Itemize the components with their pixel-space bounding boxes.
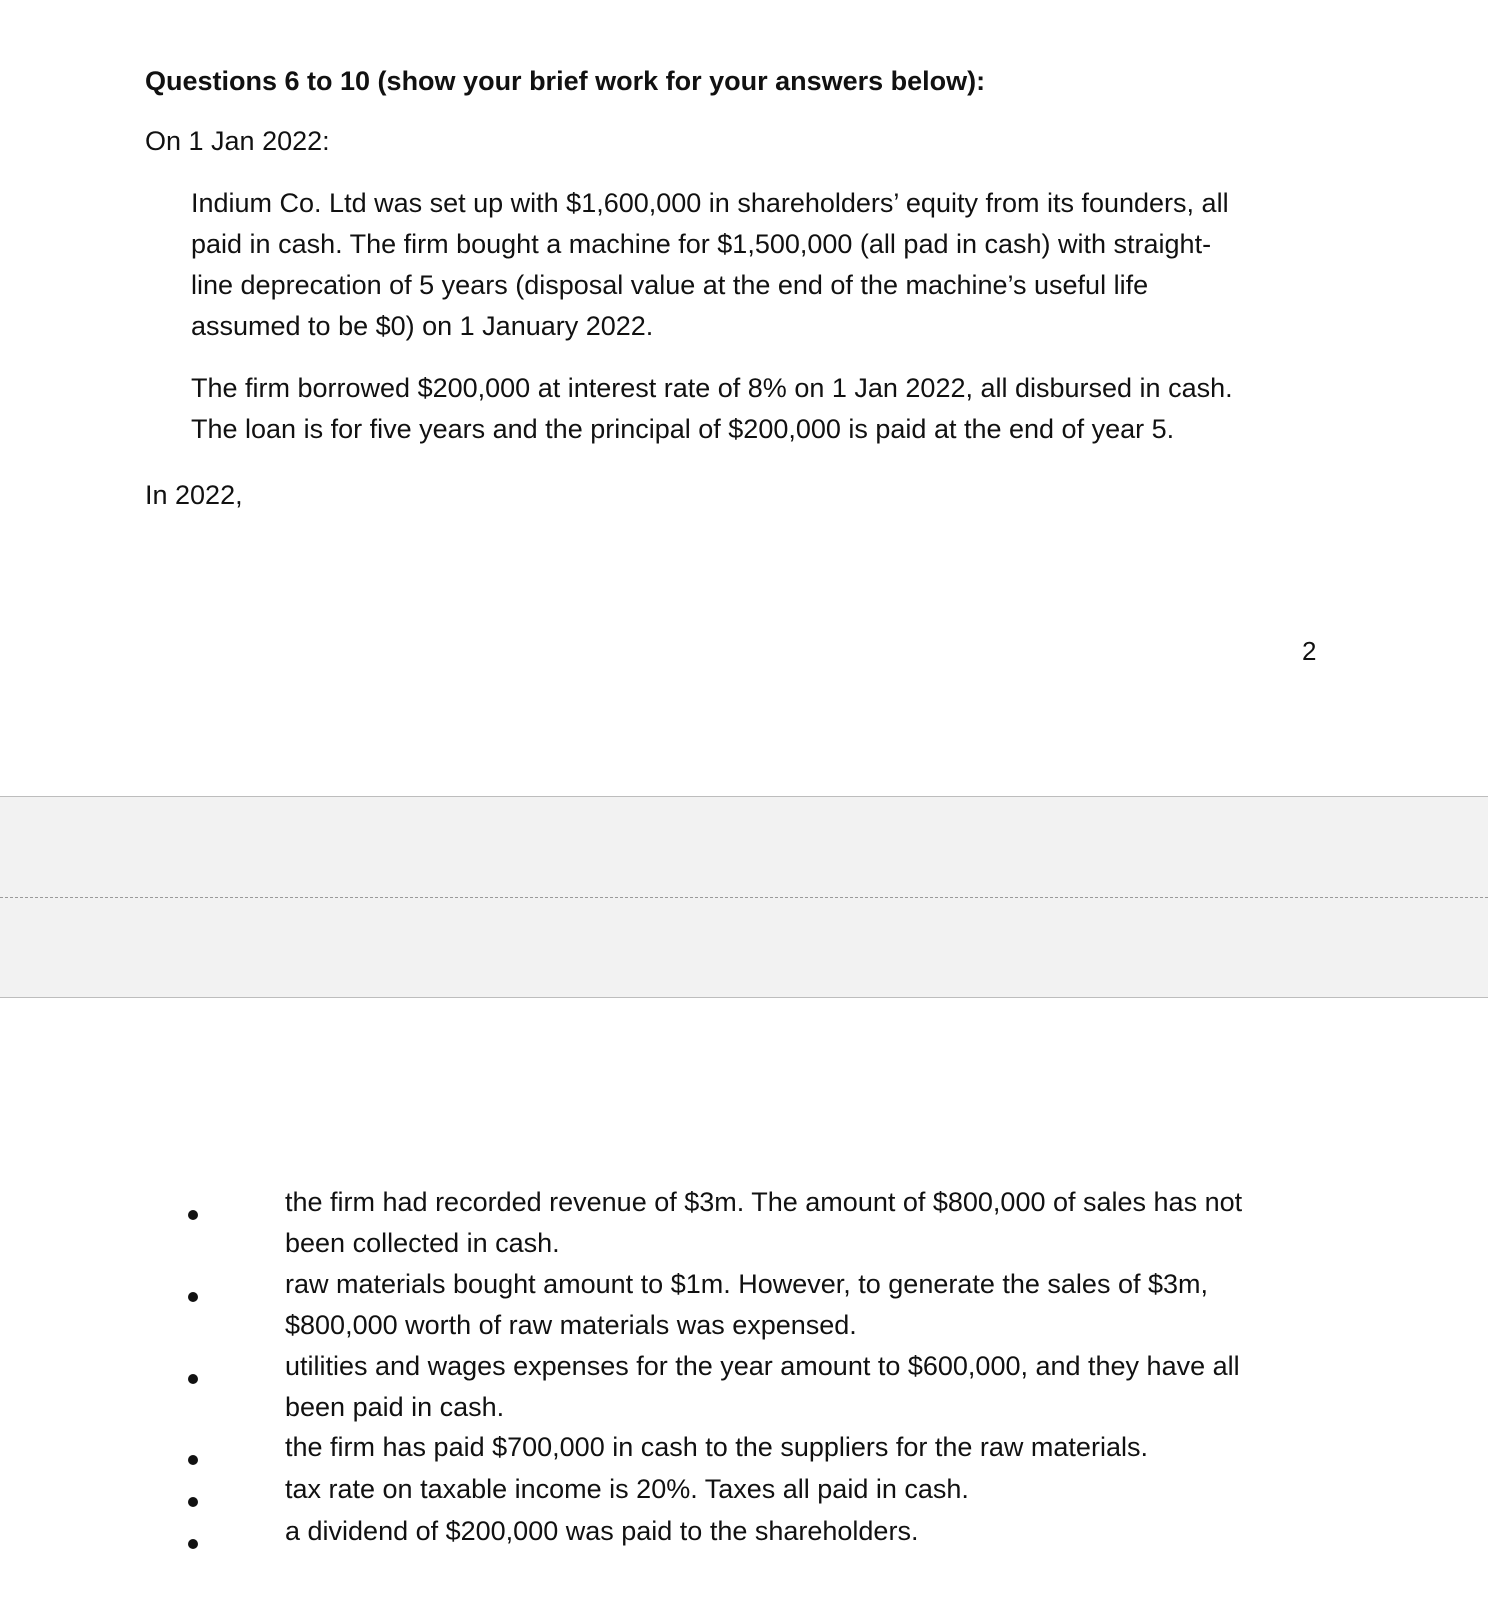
bullet-icon <box>188 1497 198 1507</box>
page-number: 2 <box>1302 636 1317 666</box>
paragraph-line: line deprecation of 5 years (disposal value at the end of the machine’s useful life <box>191 270 1149 300</box>
page-separator <box>0 796 1488 998</box>
list-item-line: utilities and wages expenses for the year amount to $600,000, and they have all <box>285 1351 1240 1381</box>
paragraph-line: The loan is for five years and the principal of $200,000 is paid at the end of year 5. <box>191 414 1175 444</box>
list-item-line: a dividend of $200,000 was paid to the shareholders. <box>285 1516 919 1546</box>
list-item-line: the firm had recorded revenue of $3m. The amount of $800,000 of sales has not <box>285 1187 1243 1217</box>
list-item-line: $800,000 worth of raw materials was expensed. <box>285 1310 857 1340</box>
document-page-1 <box>0 0 1488 796</box>
page-break-line <box>0 897 1488 898</box>
list-item-text <box>285 1264 1365 1346</box>
bullet-icon <box>188 1292 198 1302</box>
list-item-text <box>285 1346 1365 1428</box>
list-item-line: been collected in cash. <box>285 1228 560 1258</box>
list-item-text <box>285 1182 1365 1264</box>
list-item-text <box>285 1469 1365 1510</box>
bullet-icon <box>188 1374 198 1384</box>
paragraph-company-setup <box>191 183 1341 347</box>
paragraph-line: Indium Co. Ltd was set up with $1,600,000 in shareholders’ equity from its founders, all <box>191 188 1229 218</box>
bullet-icon <box>188 1455 198 1465</box>
year-label: In 2022, <box>145 480 243 510</box>
bullet-icon <box>188 1539 198 1549</box>
document-page-2 <box>0 998 1488 1616</box>
list-item-text <box>285 1511 1365 1552</box>
paragraph-line: The firm borrowed $200,000 at interest rate of 8% on 1 Jan 2022, all disbursed in cash. <box>191 373 1233 403</box>
list-item-line: been paid in cash. <box>285 1392 505 1422</box>
list-item-line: tax rate on taxable income is 20%. Taxes all paid in cash. <box>285 1474 969 1504</box>
list-item-text <box>285 1427 1365 1468</box>
list-item-line: the firm has paid $700,000 in cash to the suppliers for the raw materials. <box>285 1432 1148 1462</box>
paragraph-line: paid in cash. The firm bought a machine for $1,500,000 (all pad in cash) with straight- <box>191 229 1212 259</box>
bullet-icon <box>188 1210 198 1220</box>
questions-heading: Questions 6 to 10 (show your brief work for your answers below): <box>145 66 986 96</box>
list-item-line: raw materials bought amount to $1m. However, to generate the sales of $3m, <box>285 1269 1208 1299</box>
date-label: On 1 Jan 2022: <box>145 126 330 156</box>
paragraph-line: assumed to be $0) on 1 January 2022. <box>191 311 654 341</box>
paragraph-loan <box>191 368 1341 450</box>
